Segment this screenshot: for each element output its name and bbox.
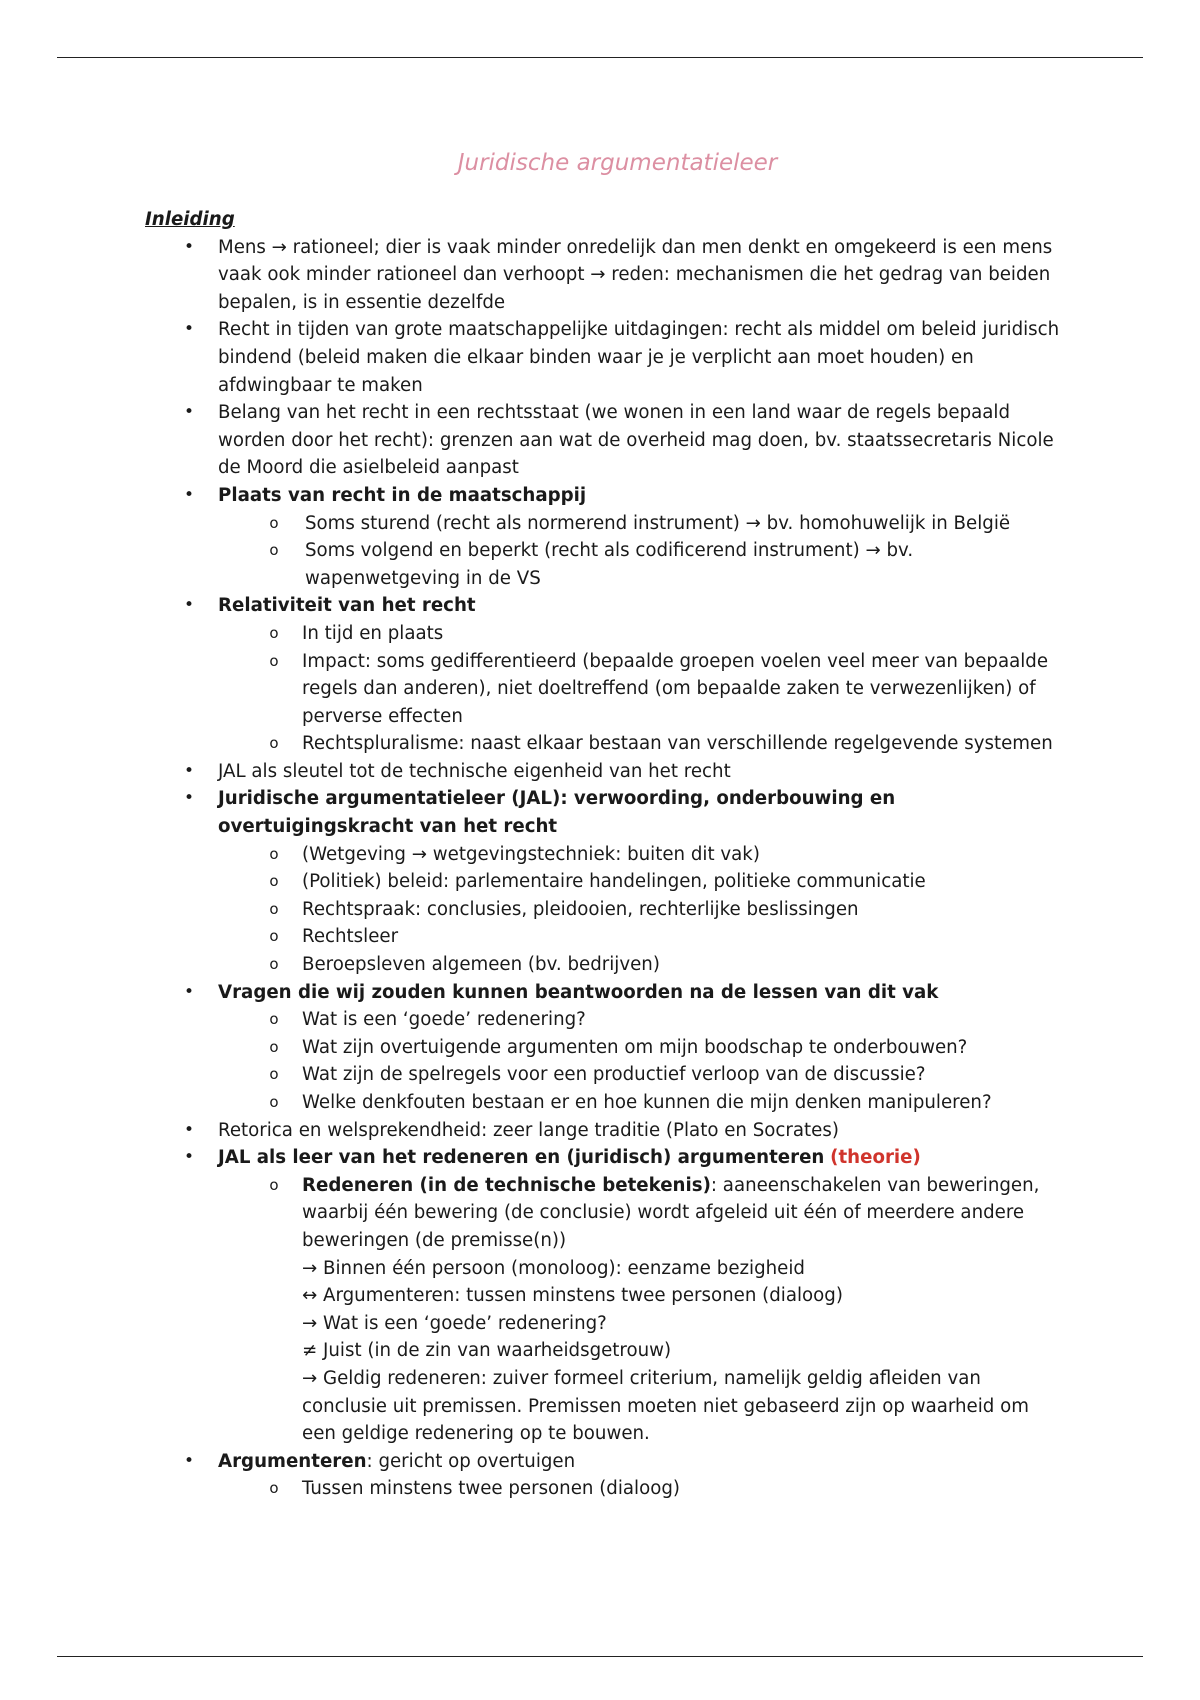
sub-list-item [145,510,1065,538]
bullet-icon: • [183,595,195,616]
sub-list-item-text: Soms sturend (recht als normerend instrument) → bv. homohuwelijk in België [305,512,1011,534]
list-item-text: Mens → rationeel; dier is vaak minder onredelijk dan men denkt en omgekeerd is een mens vaak ook minder rationeel dan verhoopt → reden: mechanismen die het gedrag van beiden bepalen, is in essentie dezelfde [218,236,1053,313]
list-item-heading: Juridische argumentatieleer (JAL): verwoording, onderbouwing en overtuigingskracht van het recht [218,788,896,838]
list-item [145,979,1065,1117]
list-item [145,316,1065,399]
list-item-text: Retorica en welsprekendheid: zeer lange traditie (Plato en Socrates) [218,1119,839,1141]
note-line: ≠ Juist (in de zin van waarheidsgetrouw) [302,1340,672,1362]
sub-list-item-text: In tijd en plaats [302,622,444,644]
list-item-heading: Plaats van recht in de maatschappij [218,484,587,506]
sub-list [218,841,1065,979]
sub-list-item-text [302,1172,1065,1448]
list-item-heading: Relativiteit van het recht [218,595,476,617]
main-list [145,234,1065,1503]
bullet-icon: • [183,484,195,505]
document-title: Juridische argumentatieleer [457,150,778,176]
list-item-text: Recht in tijden van grote maatschappelijke uitdagingen: recht als middel om beleid juridisch bindend (beleid maken die elkaar binden waar je je verplicht aan moet houden) en afdwingbaar te maken [218,319,1060,396]
document-body [145,206,1065,1503]
sub-list-item [145,868,1065,896]
sub-list [218,1475,1065,1503]
sub-list-item-text: Rechtspluralisme: naast elkaar bestaan van verschillende regelgevende systemen [302,733,1053,755]
sub-bullet-icon: o [269,872,279,891]
sub-list-item [145,841,1065,869]
list-item [145,592,1065,758]
sub-list-item-text: Impact: soms gedifferentieerd (bepaalde groepen voelen veel meer van bepaalde regels dan anderen), niet doeltreffend (om bepaalde zaken te verwezenlijken) of perverse effecten [302,650,1049,727]
section-heading: Inleiding [145,209,235,230]
sub-list [218,1172,1065,1448]
sub-list-item [145,1089,1065,1117]
sub-list-item-text: Tussen minstens twee personen (dialoog) [302,1478,680,1500]
sub-list-item [145,648,1065,731]
sub-list-item [145,620,1065,648]
bullet-icon: • [183,1450,195,1471]
bullet-icon: • [183,402,195,423]
list-item [145,785,1065,978]
list-item-text: : gericht op overtuigen [366,1450,576,1472]
note-line: ↔ Argumenteren: tussen minstens twee personen (dialoog) [302,1285,843,1307]
sub-bullet-icon: o [269,1093,279,1111]
list-item [145,1117,1065,1145]
sub-list-item-text: (Wetgeving → wetgevingstechniek: buiten dit vak) [302,843,760,865]
sub-list-item [145,730,1065,758]
sub-list-item [145,537,1065,592]
sub-list-item [145,1172,1065,1448]
list-item [145,482,1065,592]
sub-bullet-icon: o [269,1010,279,1029]
sub-bullet-icon: o [269,651,279,670]
sub-list-item [145,923,1065,951]
sub-list-item-text: Rechtsleer [302,926,399,948]
sub-bullet-icon: o [269,1479,279,1498]
bullet-icon: • [183,236,195,257]
bullet-icon: • [183,319,195,340]
sub-bullet-icon: o [269,541,279,560]
sub-list-item [145,896,1065,924]
bullet-icon: • [183,1147,195,1168]
term-argumenteren: Argumenteren [218,1450,367,1472]
bullet-icon: • [183,981,195,1002]
sub-list-item-text: Wat is een ‘goede’ redenering? [302,1009,586,1031]
sub-bullet-icon: o [269,955,279,974]
sub-bullet-icon: o [269,623,279,642]
theory-tag: (theorie) [830,1147,921,1169]
footer-rule [57,1656,1143,1657]
note-line: → Geldig redeneren: zuiver formeel criterium, namelijk geldig afleiden van conclusie uit premissen. Premissen moeten niet gebaseerd zijn op waarheid om een geldige redenering op te bouwen. [302,1367,1029,1445]
list-item [145,1144,1065,1448]
sub-list-item-text: Soms volgend en beperkt (recht als codificerend instrument) → bv. wapenwetgeving in de VS [305,540,914,589]
sub-bullet-icon: o [269,1065,279,1084]
sub-list [218,1006,1065,1116]
note-line: → Wat is een ‘goede’ redenering? [302,1312,607,1334]
sub-list-item-text: Welke denkfouten bestaan er en hoe kunnen die mijn denken manipuleren? [302,1092,992,1113]
sub-bullet-icon: o [269,513,279,532]
sub-list-item-text: Rechtspraak: conclusies, pleidooien, rechterlijke beslissingen [302,898,859,920]
sub-bullet-icon: o [269,734,279,753]
bullet-icon: • [183,1119,195,1140]
list-item-text: JAL als sleutel tot de technische eigenheid van het recht [218,760,731,782]
list-item [145,758,1065,786]
sub-list-item-text: Wat zijn overtuigende argumenten om mijn boodschap te onderbouwen? [302,1036,968,1058]
list-item [145,234,1065,317]
list-item-heading: JAL als leer van het redeneren en (juridisch) argumenteren [218,1147,825,1169]
sub-list-item [145,951,1065,979]
bullet-icon: • [183,760,195,781]
sub-list-item [145,1006,1065,1034]
sub-list-item-text: Beroepsleven algemeen (bv. bedrijven) [302,954,660,976]
sub-bullet-icon: o [269,927,279,946]
term-redeneren: Redeneren (in de technische betekenis) [302,1174,711,1196]
note-line: → Binnen één persoon (monoloog): eenzame bezigheid [302,1257,805,1279]
sub-list [218,510,1065,593]
list-item-text: Belang van het recht in een rechtsstaat (we wonen in een land waar de regels bepaald worden door het recht): grenzen aan wat de overheid mag doen, bv. staatssecretaris Nicole de Moord die asielbeleid aanpast [218,402,1054,479]
list-item-heading: Vragen die wij zouden kunnen beantwoorden na de lessen van dit vak [218,981,939,1003]
sub-list-item [145,1061,1065,1089]
sub-list [218,620,1065,758]
list-item [145,399,1065,482]
header-rule [57,57,1143,58]
bullet-icon: • [183,788,195,809]
sub-list-item [145,1475,1065,1503]
list-item [145,1448,1065,1503]
sub-list-item-text: Wat zijn de spelregels voor een productief verloop van de discussie? [302,1064,926,1086]
sub-bullet-icon: o [269,1037,279,1056]
sub-bullet-icon: o [269,1175,279,1194]
definition-redeneren: : aaneenschakelen van beweringen, waarbij één bewering (de conclusie) wordt afgeleid uit één of meerdere andere beweringen (de premisse(n)) [302,1174,1040,1251]
sub-list-item [145,1034,1065,1062]
sub-bullet-icon: o [269,844,279,863]
sub-list-item-text: (Politiek) beleid: parlementaire handelingen, politieke communicatie [302,871,926,893]
sub-bullet-icon: o [269,899,279,918]
